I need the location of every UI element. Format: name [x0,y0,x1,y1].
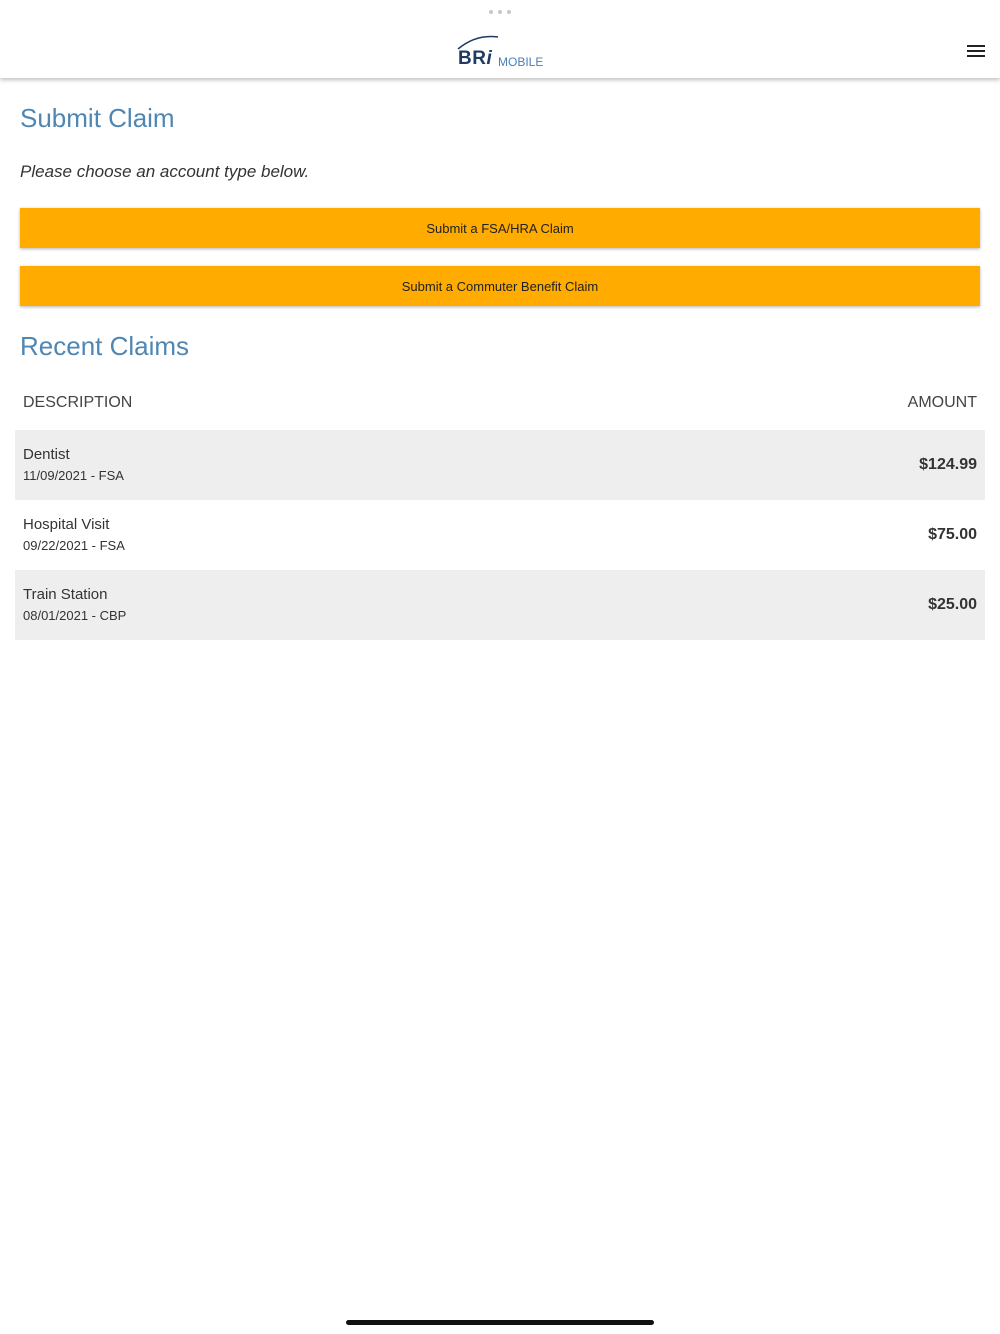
hamburger-menu-icon[interactable] [960,38,992,64]
submit-fsa-hra-claim-button[interactable]: Submit a FSA/HRA Claim [20,208,980,248]
claim-row[interactable] [15,500,985,570]
claim-date-account: 11/09/2021 - FSA [23,468,124,483]
logo-text: BRi [458,48,493,69]
claim-description: Hospital Visit [23,516,110,533]
claim-amount: $124.99 [919,456,977,473]
claim-row[interactable] [15,570,985,640]
claim-description: Train Station [23,586,108,603]
claim-row[interactable] [15,430,985,500]
app-header [0,0,1000,78]
amount-column-header: AMOUNT [907,394,977,411]
home-indicator[interactable] [346,1320,654,1325]
claim-date-account: 09/22/2021 - FSA [23,538,125,553]
claim-date-account: 08/01/2021 - CBP [23,608,127,623]
submit-commuter-benefit-claim-button[interactable]: Submit a Commuter Benefit Claim [20,266,980,306]
logo-subtext: MOBILE [498,55,544,69]
recent-claims-title: Recent Claims [20,331,190,361]
bri-mobile-logo [456,34,546,70]
claim-description: Dentist [23,446,70,463]
submit-claim-title: Submit Claim [20,103,175,133]
description-column-header: DESCRIPTION [23,394,133,411]
account-type-instruction: Please choose an account type below. [20,162,310,181]
multitasking-dots-icon[interactable] [489,10,511,14]
claim-amount: $25.00 [928,596,977,613]
claim-amount: $75.00 [928,526,977,543]
